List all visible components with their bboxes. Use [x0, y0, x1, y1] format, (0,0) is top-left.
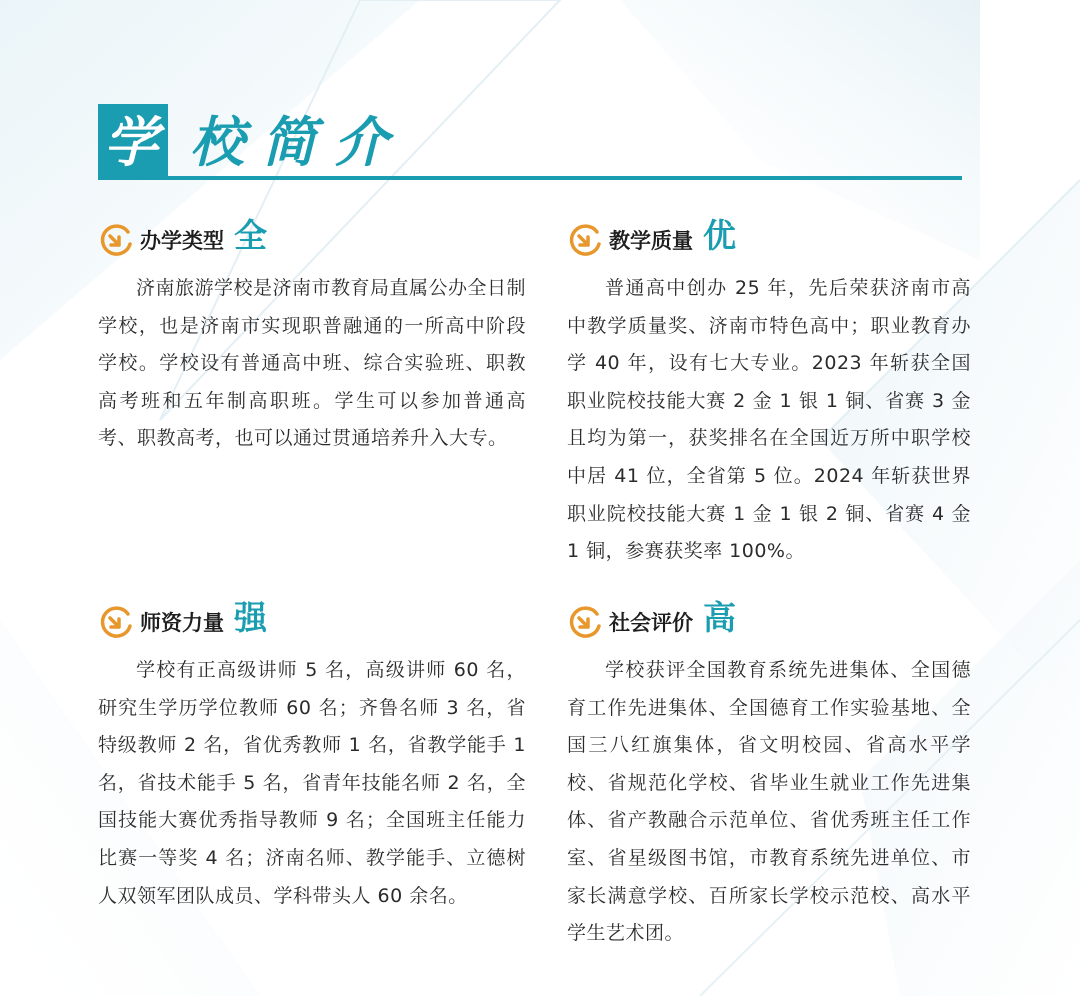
- section-emphasis: 强: [234, 598, 267, 637]
- section-teaching-staff: [98, 598, 526, 915]
- section-school-type: [98, 216, 526, 458]
- section-title: 办学类型: [140, 229, 224, 253]
- section-social-evaluation: [567, 598, 971, 953]
- section-title: 社会评价: [609, 611, 693, 635]
- arrow-circle-icon: [98, 222, 134, 258]
- section-header: [98, 598, 526, 646]
- section-body: 学校获评全国教育系统先进集体、全国德育工作先进集体、全国德育工作实验基地、全国三八红旗集体，省文明校园、省高水平学校、省规范化学校、省毕业生就业工作先进集体、省产教融合示范单位、省优秀班主任工作室、省星级图书馆，市教育系统先进单位、市家长满意学校、百所家长学校示范校、高水平学生艺术团。: [567, 659, 971, 945]
- title-char-3: 简: [262, 110, 316, 174]
- section-body: 济南旅游学校是济南市教育局直属公办全日制学校，也是济南市实现职普融通的一所高中阶段学校。学校设有普通高中班、综合实验班、职教高考班和五年制高职班。学生可以参加普通高考、职教高考，也可以通过贯通培养升入大专。: [98, 277, 527, 450]
- title-char-1: 学: [104, 110, 158, 174]
- arrow-circle-icon: [567, 604, 603, 640]
- section-header: [567, 598, 971, 646]
- title-char-2: 校: [190, 110, 244, 174]
- arrow-circle-icon: [567, 222, 603, 258]
- section-title: 教学质量: [609, 229, 693, 253]
- arrow-circle-icon: [98, 604, 134, 640]
- section-body: 学校有正高级讲师 5 名，高级讲师 60 名，研究生学历学位教师 60 名；齐鲁名师 3 名，省特级教师 2 名，省优秀教师 1 名，省教学能手 1 名，省技术能手 5 名，省青年技能名师 2 名，全国技能大赛优秀指导教师 9 名；全国班主任能力比赛一等奖 4 名；济南名师、教学能手、立德树人双领军团队成员、学科带头人 60 余名。: [98, 659, 526, 907]
- section-emphasis: 高: [703, 598, 736, 637]
- section-header: [567, 216, 971, 264]
- title-underline: [98, 176, 962, 180]
- section-title: 师资力量: [140, 611, 224, 635]
- section-emphasis: 优: [703, 216, 736, 255]
- title-char-4: 介: [334, 110, 388, 174]
- section-teaching-quality: [567, 216, 971, 571]
- section-emphasis: 全: [234, 216, 267, 255]
- section-body: 普通高中创办 25 年，先后荣获济南市高中教学质量奖、济南市特色高中；职业教育办学 40 年，设有七大专业。2023 年斩获全国职业院校技能大赛 2 金 1 银 1 铜、省赛 3 金且均为第一，获奖排名在全国近万所中职学校中居 41 位，全省第 5 位。2024 年斩获世界职业院校技能大赛 1 金 1 银 2 铜、省赛 4 金 1 铜，参赛获奖率 100%。: [567, 277, 971, 563]
- section-header: [98, 216, 526, 264]
